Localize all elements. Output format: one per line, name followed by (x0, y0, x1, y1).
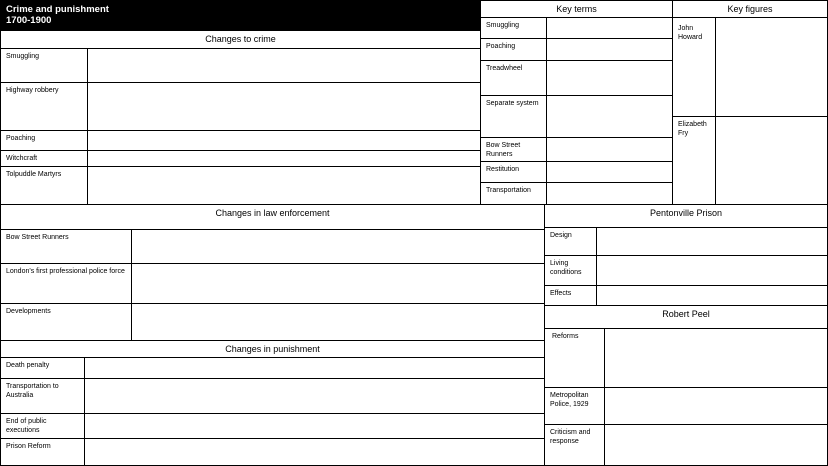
title-line-2: 1700-1900 (6, 15, 52, 26)
crime-row-label: Witchcraft (6, 155, 38, 162)
key-term-answer-cell[interactable] (547, 18, 672, 38)
key-term-label: Restitution (486, 166, 520, 173)
pentonville-header: Pentonville Prison (649, 208, 723, 218)
robert-peel-answer-cell[interactable] (605, 388, 827, 424)
robert-peel-answer-cell[interactable] (605, 329, 827, 387)
crime-answer-cell[interactable] (88, 83, 480, 130)
pentonville-row-label: Living conditions (550, 260, 582, 276)
crime-row-label: Smuggling (6, 53, 40, 60)
key-term-label: Bow Street Runners (486, 142, 521, 158)
punishment-header: Changes in punishment (225, 344, 320, 354)
key-term-answer-cell[interactable] (547, 96, 672, 137)
key-term-label: Separate system (486, 100, 539, 107)
punishment-row-label: Death penalty (6, 362, 50, 369)
law-enforcement-header: Changes in law enforcement (215, 208, 330, 218)
key-term-label: Poaching (486, 43, 516, 50)
robert-peel-answer-cell[interactable] (605, 425, 827, 465)
page-title (0, 0, 481, 30)
law-answer-cell[interactable] (132, 230, 544, 263)
key-term-answer-cell[interactable] (547, 61, 672, 95)
punishment-row-label: End of public executions (6, 418, 47, 434)
punishment-answer-cell[interactable] (85, 414, 544, 438)
key-term-answer-cell[interactable] (547, 138, 672, 161)
crime-answer-cell[interactable] (88, 167, 480, 204)
key-term-label: Smuggling (486, 22, 520, 29)
punishment-answer-cell[interactable] (85, 439, 544, 465)
pentonville-answer-cell[interactable] (597, 228, 827, 255)
changes-to-crime-header: Changes to crime (205, 34, 276, 44)
punishment-row-label: Transportation to Australia (6, 383, 59, 399)
punishment-answer-cell[interactable] (85, 358, 544, 378)
key-term-answer-cell[interactable] (547, 162, 672, 182)
key-term-answer-cell[interactable] (547, 183, 672, 204)
pentonville-row-label: Design (550, 232, 572, 239)
pentonville-answer-cell[interactable] (597, 286, 827, 305)
pentonville-answer-cell[interactable] (597, 256, 827, 285)
key-term-label: Transportation (486, 187, 531, 194)
punishment-row-label: Prison Reform (6, 443, 51, 450)
crime-answer-cell[interactable] (88, 49, 480, 82)
robert-peel-row-label: Criticism and response (550, 429, 591, 445)
law-row-label: Bow Street Runners (6, 234, 69, 241)
key-terms-header: Key terms (556, 4, 597, 14)
law-row-label: Developments (6, 308, 51, 315)
crime-answer-cell[interactable] (88, 151, 480, 166)
key-term-label: Treadwheel (486, 65, 523, 72)
title-line-1: Crime and punishment (6, 4, 109, 15)
key-figures-header: Key figures (727, 4, 773, 14)
law-answer-cell[interactable] (132, 264, 544, 303)
key-figure-answer-cell[interactable] (716, 117, 827, 204)
law-answer-cell[interactable] (132, 304, 544, 340)
key-figure-answer-cell[interactable] (716, 18, 827, 116)
robert-peel-row-label: Reforms (552, 333, 579, 340)
key-figure-label: John Howard (678, 25, 703, 41)
crime-answer-cell[interactable] (88, 131, 480, 150)
robert-peel-row-label: Metropolitan Police, 1929 (550, 392, 589, 408)
punishment-answer-cell[interactable] (85, 379, 544, 413)
key-figure-label: Elizabeth Fry (678, 121, 707, 137)
crime-row-label: Poaching (6, 135, 36, 142)
law-row-label: London's first professional police force (6, 268, 125, 275)
robert-peel-header: Robert Peel (662, 309, 710, 319)
key-term-answer-cell[interactable] (547, 39, 672, 60)
pentonville-row-label: Effects (550, 290, 572, 297)
crime-row-label: Highway robbery (6, 87, 59, 94)
crime-row-label: Tolpuddle Martyrs (6, 171, 62, 178)
